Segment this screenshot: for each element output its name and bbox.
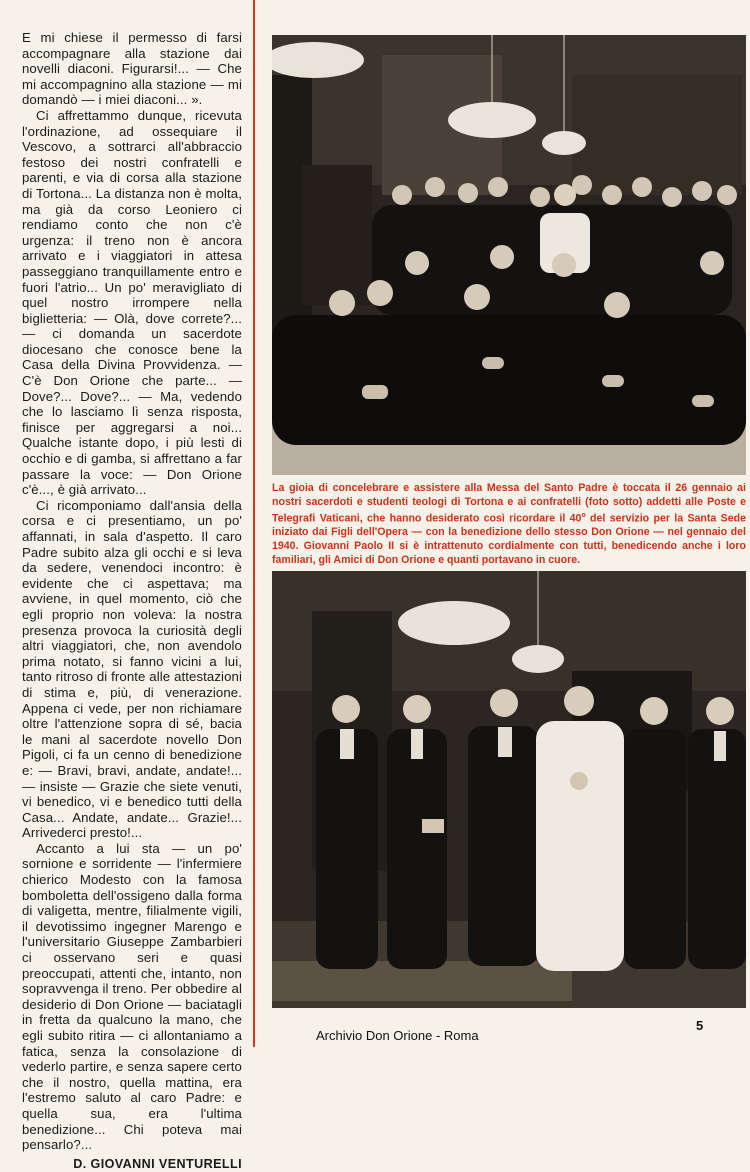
photo-group-postal-workers xyxy=(272,571,746,1008)
caption-superscript: o xyxy=(581,512,586,520)
column-divider xyxy=(253,0,255,1047)
article-column xyxy=(22,30,242,1172)
article-paragraph: Ci affrettammo dunque, ricevuta l'ordinazione, ad ossequiare il Vescovo, a sottrarci all'abbraccio festoso dei nostri confratelli e parenti, e via di corsa alla stazione di Tortona... La distanza non è molta, ma già da corso Leoniero ci rendiamo conto che non c'è urgenza: il treno non è ancora arrivato e i viaggiatori in attesa passeggiano tranquillamente entro e fuori l'atrio... Un po' meravigliato di quel nostro irrompere nella biglietteria: — Olà, dove correte?... — ci domanda un sacerdote diocesano che conosce bene la Casa della Divina Provvidenza. — C'è Don Orione che parte... — Dove?... Dove?... — Ma, vedendo che lo lasciamo lì senza risposta, finisce per aggregarsi a noi... Qualche istante dopo, i più lesti di occhio e di gamba, si affrettano a far passare la voce: — Don Orione c'è..., è già arrivato... xyxy=(22,107,242,498)
caption-text-part1: La gioia di concelebrare e assistere alla Messa del Santo Padre è toccata il 26 gennaio ai nostri sacerdoti e studenti teologi di Tortona e ai confratelli (foto sotto) addetti alle Poste e Telegrafi Vaticani, che hanno desiderato così ricordare il 40 xyxy=(272,482,746,525)
photo-caption xyxy=(272,482,746,567)
article-paragraph: Accanto a lui sta — un po' sornione e sorridente — l'infermiere chierico Modesto con la famosa bomboletta dell'ossigeno dalla forma di valigetta, mentre, filialmente vigili, il devotissimo ingegner Marengo e l'universitario Giuseppe Zambarbieri ci osservano seri e quasi preoccupati, attenti che, intanto, non sopravvenga il treno. Per obbedire al desiderio di Don Orione — baciatagli in fretta da qualcuno la mano, che egli subito ritira — ci allontaniamo a fatica, senza la consolazione di vederlo partire, e senza sapere certo che il nostro, quella mattina, era l'estremo saluto al caro Padre: e quella sua, era l'ultima benedizione... Chi poteva mai pensarlo?... xyxy=(22,840,242,1153)
photo-group-seminarians xyxy=(272,35,746,475)
article-author: D. GIOVANNI VENTURELLI xyxy=(73,1156,242,1171)
article-paragraph: Ci ricomponiamo dall'ansia della corsa e ci presentiamo, un po' affannati, in sala d'aspetto. Il caro Padre subito alza gli occhi e si leva da sedere, venendoci incontro: è evidente che ci aspettava; ma avviene, in quel momento, ciò che egli proprio non voleva: la nostra presenza provoca la curiosità degli altri viaggiatori, che, non avendolo prima notato, si fanno vicini a lui, tanto ritroso di fronte alle attestazioni di stima e, più, di venerazione. Appena ci vede, per non richiamare oltre l'attenzione sopra di sé, bacia le mani al sacerdote novello Don Pigoli, ci fa un cenno di benedizione e: — Bravi, bravi, andate, andate!... — insiste — Grazie che siete venuti, vi benedico, vi e benedico tutti della Casa... Andate, andate... Grazie!... Arrivederci presto!... xyxy=(22,497,242,841)
article-paragraph: E mi chiese il permesso di farsi accompagnare alla stazione dai novelli diaconi. Figurarsi!... — Che mi accompagnino alla stazione — mi domandò — i miei diaconi... ». xyxy=(22,30,242,108)
page-number: 5 xyxy=(696,1018,704,1033)
archive-label: Archivio Don Orione - Roma xyxy=(316,1028,479,1043)
caption-text-part2: del servizio per la Santa Sede iniziato dai Figli dell'Opera — con la benedizione dello stesso Don Orione — nel gennaio del 1940. Giovanni Paolo II si è intrattenuto cordialmente con tutti, benedicendo anche i loro familiari, gli Amici di Don Orione e quanti portavano in cuore. xyxy=(272,512,746,566)
